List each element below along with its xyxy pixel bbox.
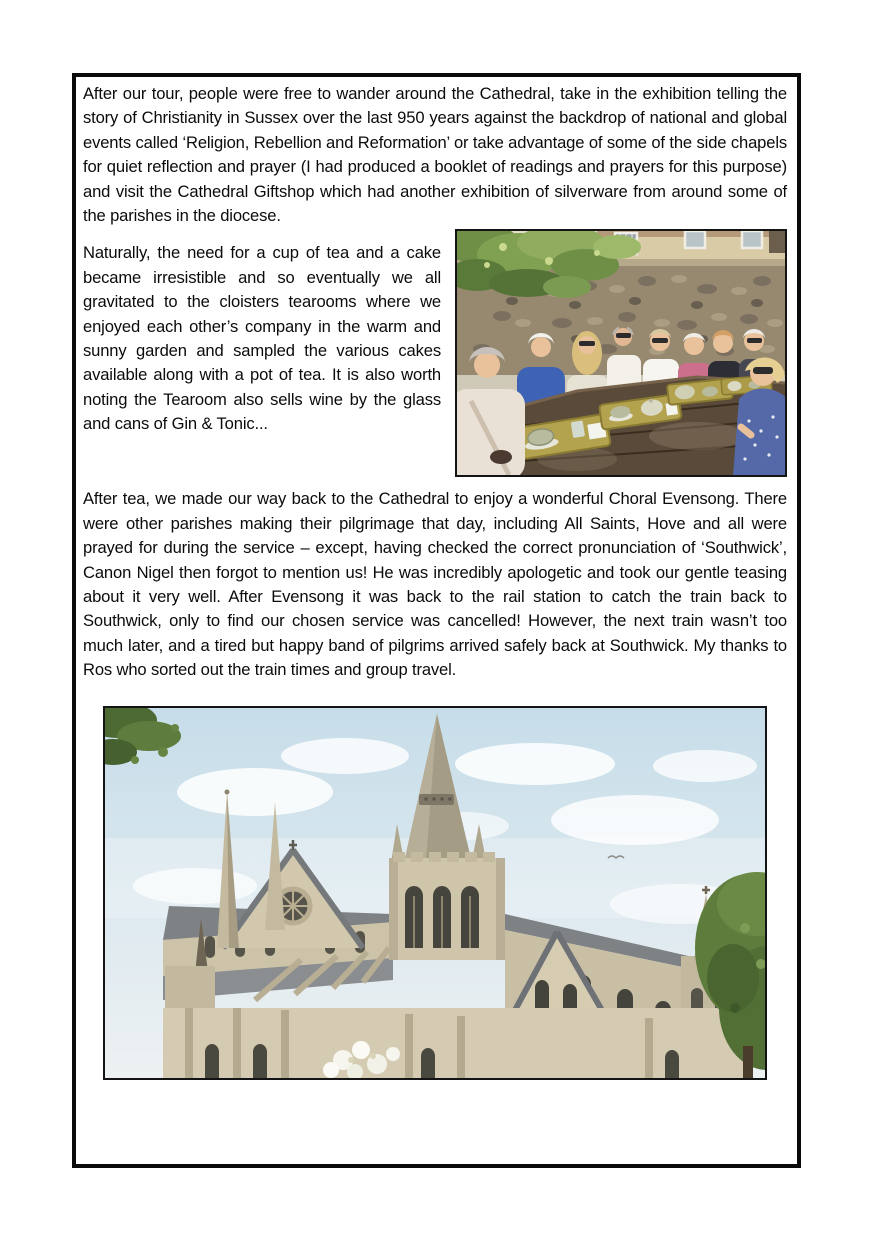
cathedral-illustration	[105, 708, 765, 1078]
tea-section	[83, 241, 787, 436]
paragraph-evensong: After tea, we made our way back to the Cathedral to enjoy a wonderful Choral Evensong. There were other parishes making their pilgrimage that day, including All Saints, Hove and all were prayed for during the service – except, having checked the correct pronunciation of ‘Southwick’, Canon Nigel then forgot to mention us! He was incredibly apologetic and took our gentle teasing about it very well. After Evensong it was back to the rail station to catch the train back to Southwick, only to find our chosen service was cancelled! However, the next train wasn’t too much later, and a tired but happy band of pilgrims arrived safely back at Southwick. My thanks to Ros who sorted out the train times and group travel.	[83, 489, 787, 680]
tea-garden-illustration	[457, 231, 785, 475]
cathedral-photo	[103, 706, 767, 1080]
text-border-box	[72, 73, 801, 1168]
paragraph-tour: After our tour, people were free to wander around the Cathedral, take in the exhibition telling the story of Christianity in Sussex over the last 950 years against the backdrop of national and global events called ‘Religion, Rebellion and Reformation’ or take advantage of some of the side chapels for quiet reflection and prayer (I had produced a booklet of readings and prayers for this purpose) and visit the Cathedral Giftshop which had another exhibition of silverware from around some of the parishes in the diocese.	[83, 84, 787, 226]
paragraph-tea: Naturally, the need for a cup of tea and a cake became irresistible and so eventually we all gravitated to the cloisters tearooms where we enjoyed each other’s company in the warm and sunny garden and sampled the various cakes available along with a pot of tea. It is also worth noting the Tearoom also sells wine by the glass and cans of Gin & Tonic...	[83, 243, 441, 434]
tea-garden-photo	[455, 229, 787, 477]
